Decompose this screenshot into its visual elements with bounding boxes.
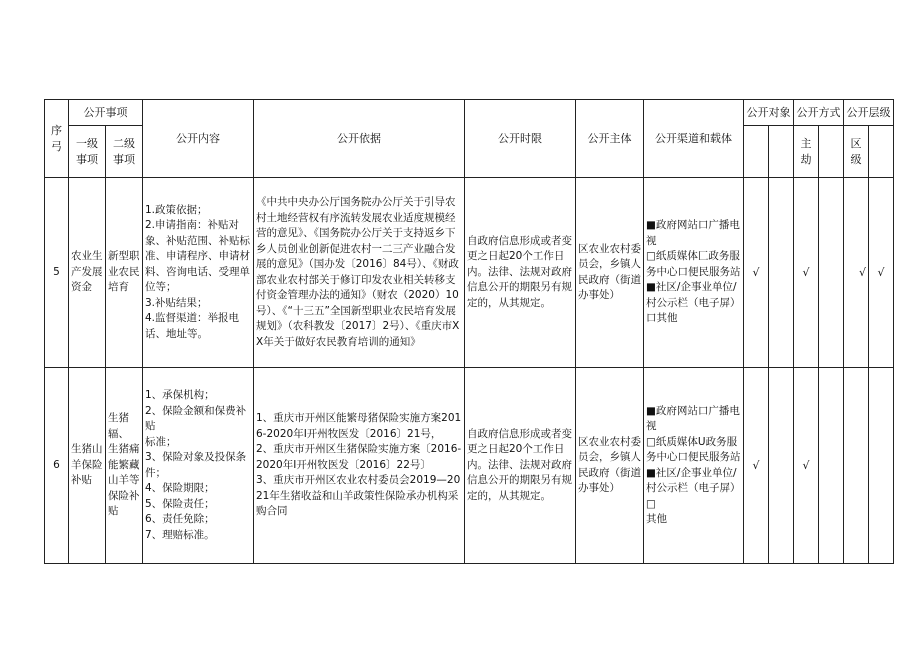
header-level2: 二级 事项 xyxy=(106,126,143,178)
row-empty xyxy=(769,178,794,368)
row-empty xyxy=(819,178,844,368)
row-level-check-1: √ xyxy=(844,178,869,368)
row-basis: 《中共中央办公厅国务院办公厅关于引导农村土地经营权有序流转发展农业适度规模经营的意见》、《国务院办公厅关于支持返乡下乡人员创业创新促进农村一二三产业融合发展的意见》（国办发〔2016〕84号）、《财政部农业农村部关于修订印发农业相关转移支付资金管理办法的通知》（财农（2020）10号）、《“十三五”全国新型职业农民培育发展规划》（农科教发〔2017〕2号）、《重庆市XX年关于做好农民教育培训的通知》 xyxy=(254,178,465,368)
header-level1: 一级 事项 xyxy=(69,126,106,178)
header-object-sub-a xyxy=(744,126,769,178)
row-time-limit: 自政府信息形成或者变更之日起20个工作日内。法律、法规对政府信息公开的期限另有规定的，从其规定。 xyxy=(465,368,576,564)
row-time-limit: 自政府信息形成或者变更之日起20个工作日内。法律、法规对政府信息公开的期限另有规定的，从其规定。 xyxy=(465,178,576,368)
header-time-limit: 公开时限 xyxy=(465,100,576,178)
row-method-check: √ xyxy=(794,368,819,564)
header-level-sub-b xyxy=(869,126,894,178)
row-subject: 区农业农村委员会，乡镇人民政府（街道办事处） xyxy=(576,178,644,368)
row-empty xyxy=(869,368,894,564)
header-method: 公开方式 xyxy=(794,100,844,126)
disclosure-table xyxy=(44,99,891,566)
header-channel: 公开渠道和载体 xyxy=(644,100,744,178)
row-object-check: √ xyxy=(744,368,769,564)
row-empty xyxy=(819,368,844,564)
header-basis: 公开依据 xyxy=(254,100,465,178)
row-content: 1、承保机构； 2、保险金额和保费补贴 标准； 3、保险对象及投保条 件； 4、保险期限； 5、保险责任； 6、责任免除； 7、理赔标准。 xyxy=(143,368,254,564)
row-level1: 生猪山 羊保险 补贴 xyxy=(69,368,106,564)
row-basis: 1、重庆市开州区能繁母猪保险实施方案2016-2020年Ⅰ开州牧医发〔2016〕21号， 2、重庆市开州区生猪保险实施方案〔2016-2020年Ⅰ开州牧医发〔2016〕22号〕 3、重庆市开州区农业农村委员会2019—2021年生猪收益和山羊政策性保险承办机构采购合同 xyxy=(254,368,465,564)
row-content: 1.政策依据； 2.申请指南：补贴对 象、补贴范围、补贴标 准、申请程序、申请材 料、咨询电话、受理单 位等； 3.补贴结果； 4.监督渠道：举报电 话、地址等。 xyxy=(143,178,254,368)
header-public-items: 公开事项 xyxy=(69,100,143,126)
row-subject: 区农业农村委员会，乡镇人民政府（街道办事处） xyxy=(576,368,644,564)
header-level-district: 区 级 xyxy=(844,126,869,178)
table-row xyxy=(45,178,894,368)
row-channel: ■政府网站口广播电视 □纸质媒体匚政务服务中心口便民服务站 ■社区/企事业单位/村公示栏（电子屏）口其他 xyxy=(644,178,744,368)
table-row xyxy=(45,368,894,564)
row-level2: 新型职 业农民 培育 xyxy=(106,178,143,368)
header-seq: 序弓 xyxy=(45,100,69,178)
row-level1: 农业生 产发展 资金 xyxy=(69,178,106,368)
row-level2: 生猪辐、 生猪痛 能繁藏 山羊等 保险补 贴 xyxy=(106,368,143,564)
row-level-check-2: √ xyxy=(869,178,894,368)
header-object-sub-b xyxy=(769,126,794,178)
header-method-sub-b xyxy=(819,126,844,178)
row-empty xyxy=(769,368,794,564)
row-seq: 5 xyxy=(45,178,69,368)
header-method-active: 主 劫 xyxy=(794,126,819,178)
header-object: 公开对象 xyxy=(744,100,794,126)
header-content: 公开内容 xyxy=(143,100,254,178)
row-empty xyxy=(844,368,869,564)
row-method-check: √ xyxy=(794,178,819,368)
header-subject: 公开主体 xyxy=(576,100,644,178)
row-seq: 6 xyxy=(45,368,69,564)
row-channel: ■政府网站口广播电视 □纸质媒体U政务服务中心口便民服务站 ■社区/企事业单位/村公示栏（电子屏）□ 其他 xyxy=(644,368,744,564)
header-level: 公开层级 xyxy=(844,100,894,126)
row-object-check: √ xyxy=(744,178,769,368)
